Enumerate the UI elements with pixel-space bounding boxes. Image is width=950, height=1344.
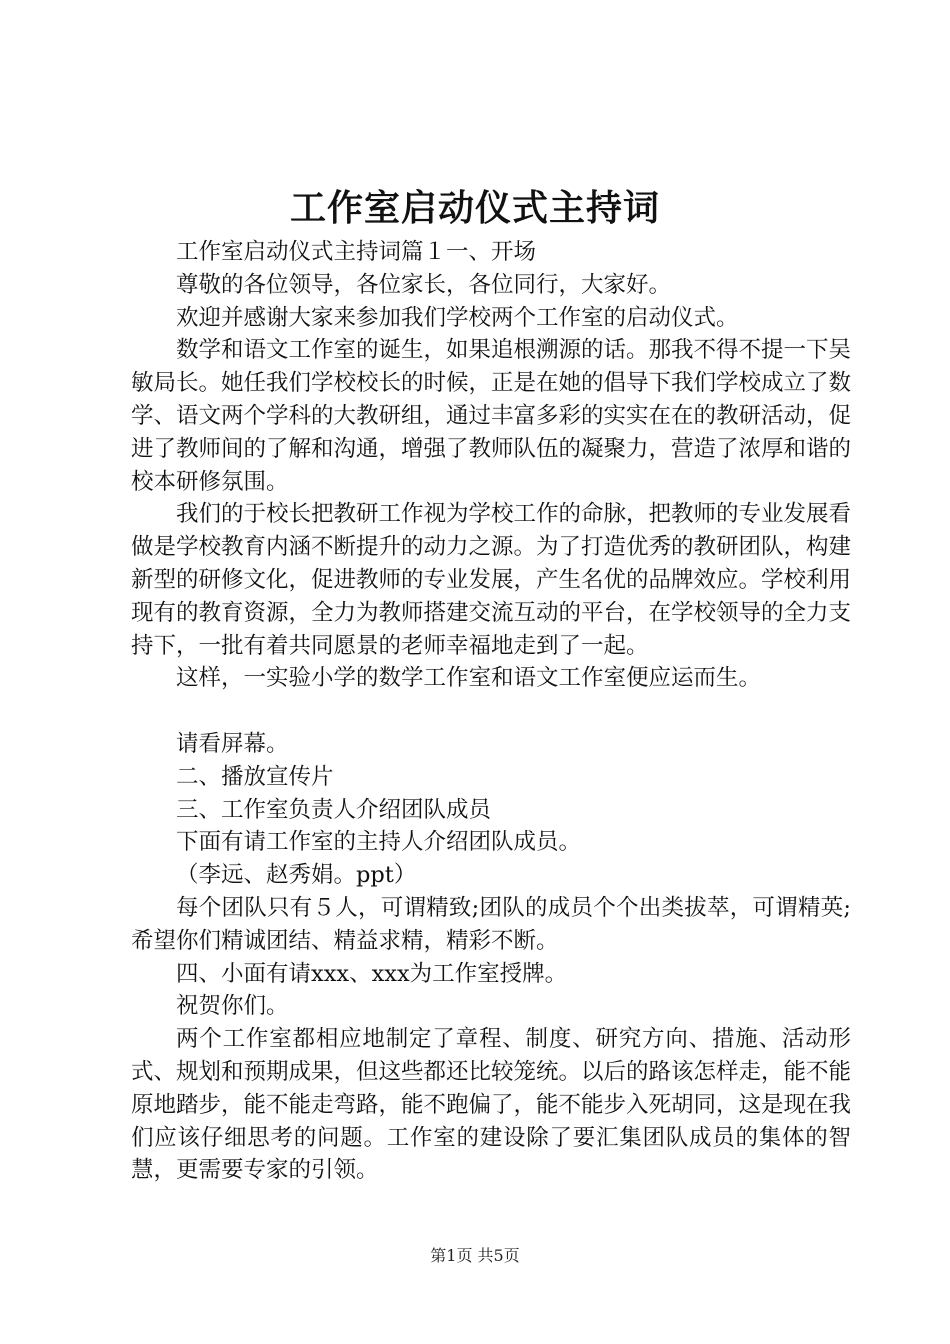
paragraph-10: 下面有请工作室的主持人介绍团队成员。	[176, 829, 582, 856]
paragraph-gap	[131, 695, 851, 728]
paragraph-11: （李远、赵秀娟。ppt）	[176, 862, 417, 889]
paragraph-12: 每个团队只有５人，可谓精致;团队的成员个个出类拔萃，可谓精英;希望你们精诚团结、精益求精，精彩不断。	[131, 894, 851, 954]
paragraph-13: 四、小面有请xxx、xxx为工作室授牌。	[176, 960, 568, 987]
paragraph-2: 尊敬的各位领导，各位家长，各位同行，大家好。	[176, 271, 672, 298]
paragraph-9: 三、工作室负责人介绍团队成员	[176, 796, 492, 823]
paragraph-7: 请看屏幕。	[176, 730, 289, 757]
paragraph-5: 我们的于校长把教研工作视为学校工作的命脉，把教师的专业发展看做是学校教育内涵不断提升的动力之源。为了打造优秀的教研团队，构建新型的研修文化，促进教师的专业发展，产生名优的品牌效应。学校利用现有的教育资源，全力为教师搭建交流互动的平台，在学校领导的全力支持下，一批有着共同愿景的老师幸福地走到了一起。	[131, 501, 852, 659]
paragraph-15: 两个工作室都相应地制定了章程、制度、研究方向、措施、活动形式、规划和预期成果，但这些都还比较笼统。以后的路该怎样走，能不能原地踏步，能不能走弯路，能不跑偏了，能不能步入死胡同，这是现在我们应该仔细思考的问题。工作室的建设除了要汇集团队成员的集体的智慧，更需要专家的引领。	[131, 1026, 852, 1184]
paragraph-1: 工作室启动仪式主持词篇１一、开场	[176, 239, 537, 265]
document-title: 工作室启动仪式主持词	[289, 187, 660, 229]
paragraph-14: 祝贺你们。	[176, 993, 289, 1020]
paragraph-3: 欢迎并感谢大家来参加我们学校两个工作室的启动仪式。	[176, 304, 739, 331]
page-indicator: 第1页 共5页	[430, 1246, 520, 1265]
document-body	[131, 236, 851, 1187]
paragraph-4: 数学和语文工作室的诞生，如果追根溯源的话。那我不得不提一下吴敏局长。她任我们学校校长的时候，正是在她的倡导下我们学校成立了数学、语文两个学科的大教研组，通过丰富多彩的实实在在的教研活动，促进了教师间的了解和沟通，增强了教师队伍的凝聚力，营造了浓厚和谐的校本研修氛围。	[131, 337, 852, 495]
paragraph-8: 二、播放宣传片	[176, 763, 334, 790]
paragraph-6: 这样，一实验小学的数学工作室和语文工作室便应运而生。	[176, 665, 762, 692]
